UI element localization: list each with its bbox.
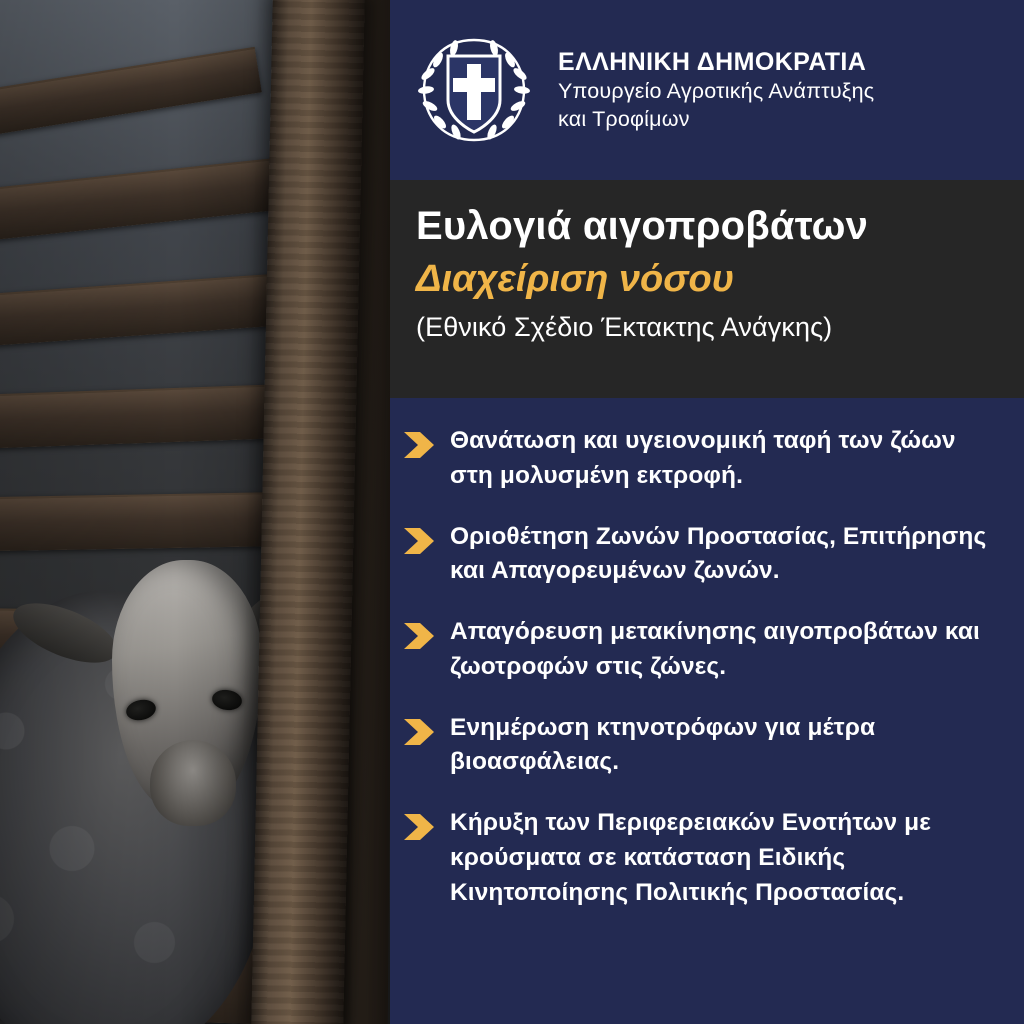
republic-label: ΕΛΛΗΝΙΚΗ ΔΗΜΟΚΡΑΤΙΑ bbox=[558, 48, 867, 77]
measures-list bbox=[390, 398, 1024, 931]
page-title: Ευλογιά αιγοπροβάτων bbox=[416, 204, 869, 248]
title-panel bbox=[390, 180, 1024, 398]
list-item bbox=[396, 424, 1004, 494]
sheep-muzzle bbox=[150, 740, 236, 826]
arrow-right-icon bbox=[402, 526, 436, 556]
list-item-label: Απαγόρευση μετακίνησης αιγοπροβάτων και ζωοτροφών στις ζώνες. bbox=[450, 618, 980, 680]
arrow-right-icon bbox=[402, 621, 436, 651]
list-item bbox=[396, 806, 1004, 910]
page-title-note: (Εθνικό Σχέδιο Έκτακτης Ανάγκης) bbox=[416, 312, 833, 343]
list-item-label: Οριοθέτηση Ζωνών Προστασίας, Επιτήρησης και Απαγορευμένων ζωνών. bbox=[450, 522, 987, 585]
arrow-right-icon bbox=[402, 430, 436, 460]
fence-plank bbox=[0, 492, 275, 552]
content-panel bbox=[390, 0, 1024, 1024]
list-item bbox=[396, 520, 1004, 590]
list-item bbox=[396, 711, 1004, 781]
sheep-behind-wooden-fence-photo bbox=[0, 0, 390, 1024]
arrow-right-icon bbox=[402, 812, 436, 842]
ministry-header bbox=[390, 0, 1024, 180]
list-item bbox=[396, 615, 1004, 685]
greek-coat-of-arms-icon bbox=[412, 28, 536, 152]
page-subtitle: Διαχείριση νόσου bbox=[416, 257, 735, 300]
ministry-text-block bbox=[558, 46, 874, 133]
list-item-label: Θανάτωση και υγειονομική ταφή των ζώων στη μολυσμένη εκτροφή. bbox=[450, 427, 956, 489]
ministry-label-line2: και Τροφίμων bbox=[558, 107, 690, 131]
ministry-label-line1: Υπουργείο Αγροτικής Ανάπτυξης bbox=[558, 79, 875, 104]
list-item-label: Ενημέρωση κτηνοτρόφων για μέτρα βιοασφάλειας. bbox=[450, 713, 876, 776]
list-item-label: Κήρυξη των Περιφερειακών Ενοτήτων με κρούσματα σε κατάσταση Ειδικής Κινητοποίησης Πολιτικής Προστασίας. bbox=[450, 809, 931, 906]
arrow-right-icon bbox=[402, 717, 436, 747]
